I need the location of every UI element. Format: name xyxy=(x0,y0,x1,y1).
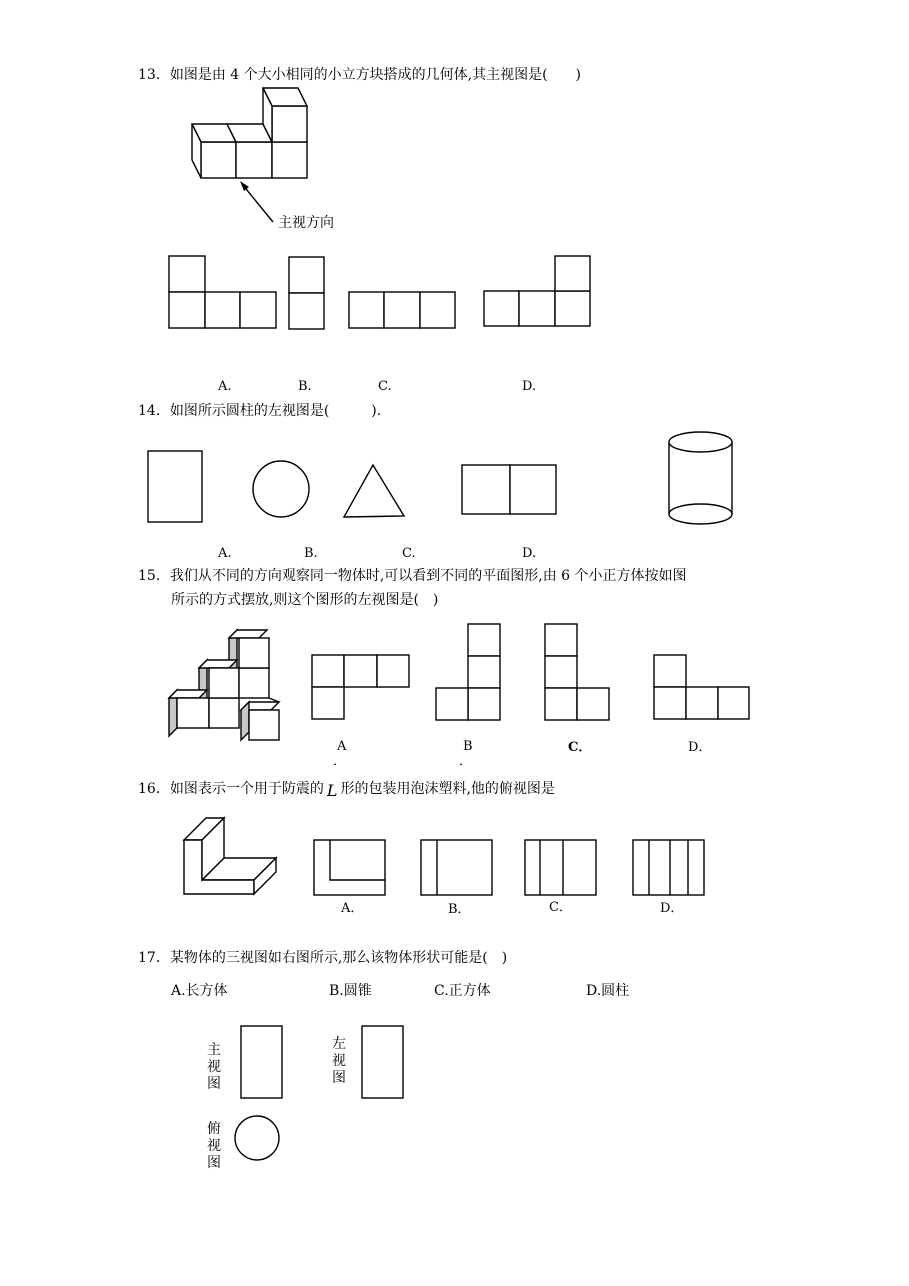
q13-figure-a xyxy=(169,256,276,328)
q16-figure-d xyxy=(633,840,704,895)
q14-figure-b-circle xyxy=(253,461,309,517)
q14-figure-d-two-rectangles xyxy=(462,465,556,514)
q14-figures xyxy=(145,428,745,528)
q17-option-b[interactable]: B.圆锥 xyxy=(329,983,372,999)
q14-option-a[interactable]: A. xyxy=(218,546,232,561)
q13-solid-figure xyxy=(185,84,365,224)
q13-option-figures xyxy=(165,253,605,333)
q15-option-d[interactable]: D． xyxy=(688,740,712,755)
q15-option-c[interactable]: C． xyxy=(568,740,592,755)
q16-stem-italic-l: L xyxy=(326,781,338,800)
q17-option-c[interactable]: C.正方体 xyxy=(434,983,491,999)
q17-left-view-label: 左 视 图 xyxy=(332,1036,346,1086)
q15-stem-line2: 所示的方式摆放,则这个图形的左视图是( ) xyxy=(171,592,439,608)
q16-stem xyxy=(138,779,555,798)
q16-figure-c xyxy=(525,840,596,895)
q13-option-b[interactable]: B. xyxy=(298,379,312,394)
q17-option-a[interactable]: A.长方体 xyxy=(171,983,228,999)
q14-figure-c-triangle xyxy=(344,465,404,517)
q15-option-a[interactable]: A xyxy=(337,739,347,754)
q16-option-c[interactable]: C． xyxy=(549,900,572,915)
q16-option-d[interactable]: D． xyxy=(660,901,684,916)
q16-option-figures xyxy=(310,836,710,898)
q17-option-d[interactable]: D.圆柱 xyxy=(586,983,630,999)
q13-figure-c xyxy=(349,292,455,328)
q17-front-view-label: 主 视 图 xyxy=(207,1042,221,1092)
q15-figure-c xyxy=(545,624,609,720)
q13-stem: 13．如图是由 4 个大小相同的小立方块搭成的几何体,其主视图是( ) xyxy=(138,67,581,83)
q13-figure-d xyxy=(484,256,590,326)
q17-stem: 17．某物体的三视图如右图所示,那么该物体形状可能是( ) xyxy=(138,950,508,966)
q15-option-b-dot: ． xyxy=(459,754,473,769)
q14-stem: 14．如图所示圆柱的左视图是( ). xyxy=(138,403,382,419)
q13-arrow-label: 主视方向 xyxy=(278,215,334,231)
q16-figure-a xyxy=(314,840,385,895)
q14-cylinder xyxy=(669,432,732,524)
q14-option-c[interactable]: C. xyxy=(402,546,416,561)
q15-figure-b xyxy=(436,624,500,720)
q13-option-a[interactable]: A. xyxy=(218,379,232,394)
q15-figure-a xyxy=(312,655,409,719)
q14-option-d[interactable]: D. xyxy=(522,546,537,561)
q15-option-a-dot: ． xyxy=(333,754,347,769)
q13-option-d[interactable]: D. xyxy=(522,379,537,394)
q13-figure-b xyxy=(289,257,324,329)
q16-option-a[interactable]: A． xyxy=(341,901,364,916)
q15-option-b[interactable]: B xyxy=(463,739,473,754)
q17-three-views xyxy=(230,1022,430,1182)
q17-top-view-label: 俯 视 图 xyxy=(207,1121,221,1171)
q14-option-b[interactable]: B. xyxy=(304,546,318,561)
q13-option-c[interactable]: C. xyxy=(378,379,392,394)
q16-stem-post: 形的包装用泡沫塑料,他的俯视图是 xyxy=(340,781,555,797)
q17-top-view-circle xyxy=(235,1116,279,1160)
q17-front-view-rectangle xyxy=(241,1026,282,1098)
q15-figure-d xyxy=(654,655,749,719)
q16-stem-pre: 16．如图表示一个用于防震的 xyxy=(138,781,324,797)
q16-option-b[interactable]: B． xyxy=(448,902,471,917)
q16-figure-b xyxy=(421,840,492,895)
q17-left-view-rectangle xyxy=(362,1026,403,1098)
q15-option-figures xyxy=(308,620,768,730)
q16-solid-figure xyxy=(180,812,285,902)
q14-figure-a-rectangle xyxy=(148,451,202,522)
q15-solid-figure xyxy=(165,622,295,752)
q15-stem-line1: 15．我们从不同的方向观察同一物体时,可以看到不同的平面图形,由 6 个小正方体按如图 xyxy=(138,568,687,584)
